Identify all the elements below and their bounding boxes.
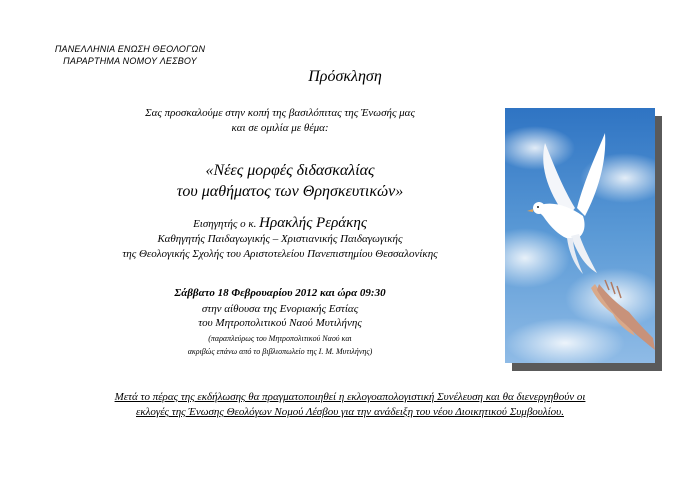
- venue-note-line-1: (παραπλεύρως του Μητροπολιτικού Ναού και: [208, 334, 352, 343]
- dove-photo: [505, 108, 655, 363]
- topic-line-2: του μαθήματος των Θρησκευτικών»: [176, 183, 404, 200]
- lecture-topic: [90, 160, 490, 202]
- invitation-heading: Πρόσκληση: [308, 68, 382, 85]
- event-datetime: Σάββατο 18 Φεβρουαρίου 2012 και ώρα 09:30: [174, 287, 386, 299]
- topic-line-1: «Νέες μορφές διδασκαλίας: [205, 162, 375, 179]
- assembly-notice: [60, 390, 640, 420]
- venue-note-line-2: ακριβώς επάνω από το βιβλιοπωλείο της Ι. Μ. Μυτιλήνης): [187, 347, 373, 356]
- venue-line-1: στην αίθουσα της Ενοριακής Εστίας: [201, 303, 359, 315]
- intro-text: [90, 106, 470, 136]
- speaker-block: [60, 216, 500, 262]
- intro-line-2: και σε ομιλία με θέμα:: [231, 122, 329, 134]
- dove-icon: [505, 108, 655, 363]
- speaker-title-1: Καθηγητής Παιδαγωγικής – Χριστιανικής Παιδαγωγικής: [157, 233, 403, 245]
- venue-line-2: του Μητροπολιτικού Ναού Μυτιλήνης: [198, 317, 362, 329]
- organization-name: ΠΑΝΕΛΛΗΝΙΑ ΕΝΩΣΗ ΘΕΟΛΟΓΩΝ: [54, 44, 206, 54]
- speaker-prefix: Εισηγητής ο κ.: [193, 218, 257, 230]
- speaker-line: [60, 216, 500, 232]
- speaker-name: Ηρακλής Ρεράκης: [259, 215, 367, 231]
- assembly-notice-line-1: Μετά το πέρας της εκδήλωσης θα πραγματοποιηθεί η εκλογοαπολογιστική Συνέλευση και θα διενεργηθούν οι: [114, 391, 586, 403]
- venue-block: [90, 302, 470, 330]
- venue-note: [90, 332, 470, 358]
- organization-branch: ΠΑΡΑΡΤΗΜΑ ΝΟΜΟΥ ΛΕΣΒΟΥ: [63, 56, 197, 66]
- assembly-notice-line-2: εκλογές της Ένωσης Θεολόγων Νομού Λέσβου για την ανάδειξη του νέου Διοικητικού Συμβουλίου.: [136, 406, 564, 418]
- organization-header: [40, 43, 220, 67]
- speaker-title-2: της Θεολογικής Σχολής του Αριστοτελείου Πανεπιστημίου Θεσσαλονίκης: [122, 248, 438, 260]
- intro-line-1: Σας προσκαλούμε στην κοπή της βασιλόπιτας της Ένωσής μας: [145, 107, 415, 119]
